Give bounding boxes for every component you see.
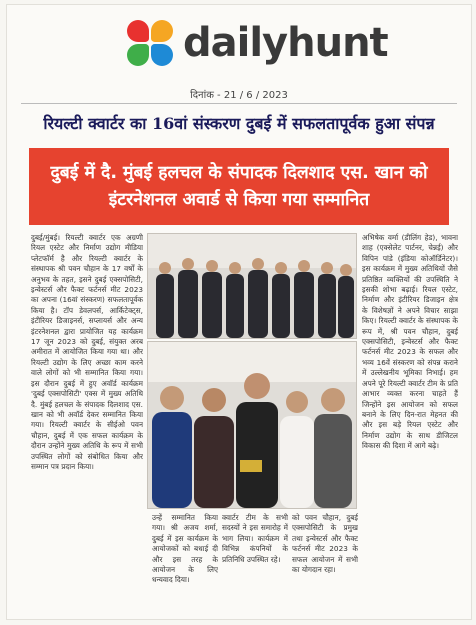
dailyhunt-logo-icon [125, 18, 175, 68]
award-photo-people-icon [148, 342, 356, 508]
newspaper-clipping [6, 4, 472, 620]
article-column-bottom-2: क्वार्टर टीम के सभी सदस्यों ने इस समारोह में भाग लिया। कार्यक्रम में विभिन्न कंपनियों के प्रतिनिधि उपस्थित रहे। [222, 513, 288, 564]
article-column-1: दुबई/मुंबई। रियल्टी क्वार्टर एक अग्रणी रियल एस्टेट और निर्माण उद्योग मीडिया प्लेटफॉर्म है और रियल्टी क्वार्टर के संस्थापक श्री पवन चौहान के 17 वर्षों के अनुभव के तहत, इसने दुबई एक्सपोसिटी, इन्वेस्टर्स और फैक्ट फर्टनर्स मीट 2023 का अपना (16वां संस्करण) सफलतापूर्वक किया है। टॉप डेवलपर्स, आर्किटेक्ट्स, इंटीरियर डिजाइनर्स, सप्लायर्स और अन्य इंटरनेशनल द्वारा प्रायोजित यह कार्यक्रम 17 जून 2023 को दुबई, संयुक्त अरब अमीरात में आयोजित किया गया था। और रियल्टी उद्योग के लिए अच्छा काम करने वाले लोगों को भी सम्मानित किया गया। इस दौरान दुबई में हुए अवॉर्ड कार्यक्रम 'दुबई एक्सपोसिटी' एक्स में मुख्य अतिथि दै. मुंबई हलचल के संपादक दिलशाद एस. खान को भी अवॉर्ड देकर सम्मानित किया गया। रियल्टी क्वार्टर के सीईओ पवन चौहान, दुबई में एक सफल कार्यक्रम के दौरान उन्होंने मुख्य अतिथि के रूप में सभी उपस्थित लोगों को संबोधित किया और सम्मान पत्र प्रदान किया। [31, 233, 143, 471]
banner-line-2: इंटरनेशनल अवार्ड से किया गया सम्मानित [108, 189, 370, 210]
brand-name: dailyhunt [183, 20, 388, 66]
article-column-bottom-3: को पवन चौहान, दुबई एक्सपोसिटी के प्रमुख तथा इन्वेस्टर्स और फैक्ट फर्टनर्स मीट 2023 के सफल आयोजन में सभी का योगदान रहा। [292, 513, 358, 575]
article-column-bottom-1: उन्हें सम्मानित किया गया। श्री अजय शर्मा, दुबई में इस कार्यक्रम के आयोजकों को बधाई दी और इस तरह के आयोजन के लिए धन्यवाद दिया। [152, 513, 218, 585]
headline: रियल्टी क्वार्टर का 16वां संस्करण दुबई में सफलतापूर्वक हुआ संपन्न [43, 114, 435, 133]
group-photo-people-icon [148, 234, 356, 338]
award-photo [147, 341, 357, 509]
banner-headline [29, 148, 449, 225]
banner-line-1: दुबई में दै. मुंबई हलचल के संपादक दिलशाद एस. खान को [50, 162, 428, 183]
article-column-3: अभिषेक वर्मा (डीलिंग हेड), भावना शाह (एक्सेलेट पार्टनर, चेन्नई) और विपिन पांडे (इंडिया कोऑर्डिनेटर)। इस कार्यक्रम में मुख्य अतिथियों जैसे प्रतिष्ठित व्यक्तियों की उपस्थिति ने इसकी शोभा बढ़ाई। रियल एस्टेट, निर्माण और इंटीरियर डिजाइन क्षेत्र के विशेषज्ञों ने अपने विचार साझा किए। रियल्टी क्वार्टर के संस्थापक के रूप में, श्री पवन चौहान, दुबई एक्सपोसिटी, इन्वेस्टर्स और फैक्ट फर्टनर्स मीट 2023 के सफल और भव्य 16वें संस्करण को संपन्न कराने में उल्लेखनीय भूमिका निभाई। हम अपने पूरे रियल्टी क्वार्टर टीम के प्रति आभार व्यक्त करना चाहते हैं जिन्होंने इस आयोजन को सफल बनाने के लिए दिन-रात मेहनत की और इस बड़े रियल एस्टेट और निर्माण उद्योग के साथ डीजिटल विकास की दिशा में आगे बढ़े। [362, 233, 458, 451]
date-line: दिनांक - 21 / 6 / 2023 [190, 90, 288, 101]
divider [21, 103, 457, 104]
group-photo-top [147, 233, 357, 339]
dailyhunt-logo [125, 17, 388, 69]
